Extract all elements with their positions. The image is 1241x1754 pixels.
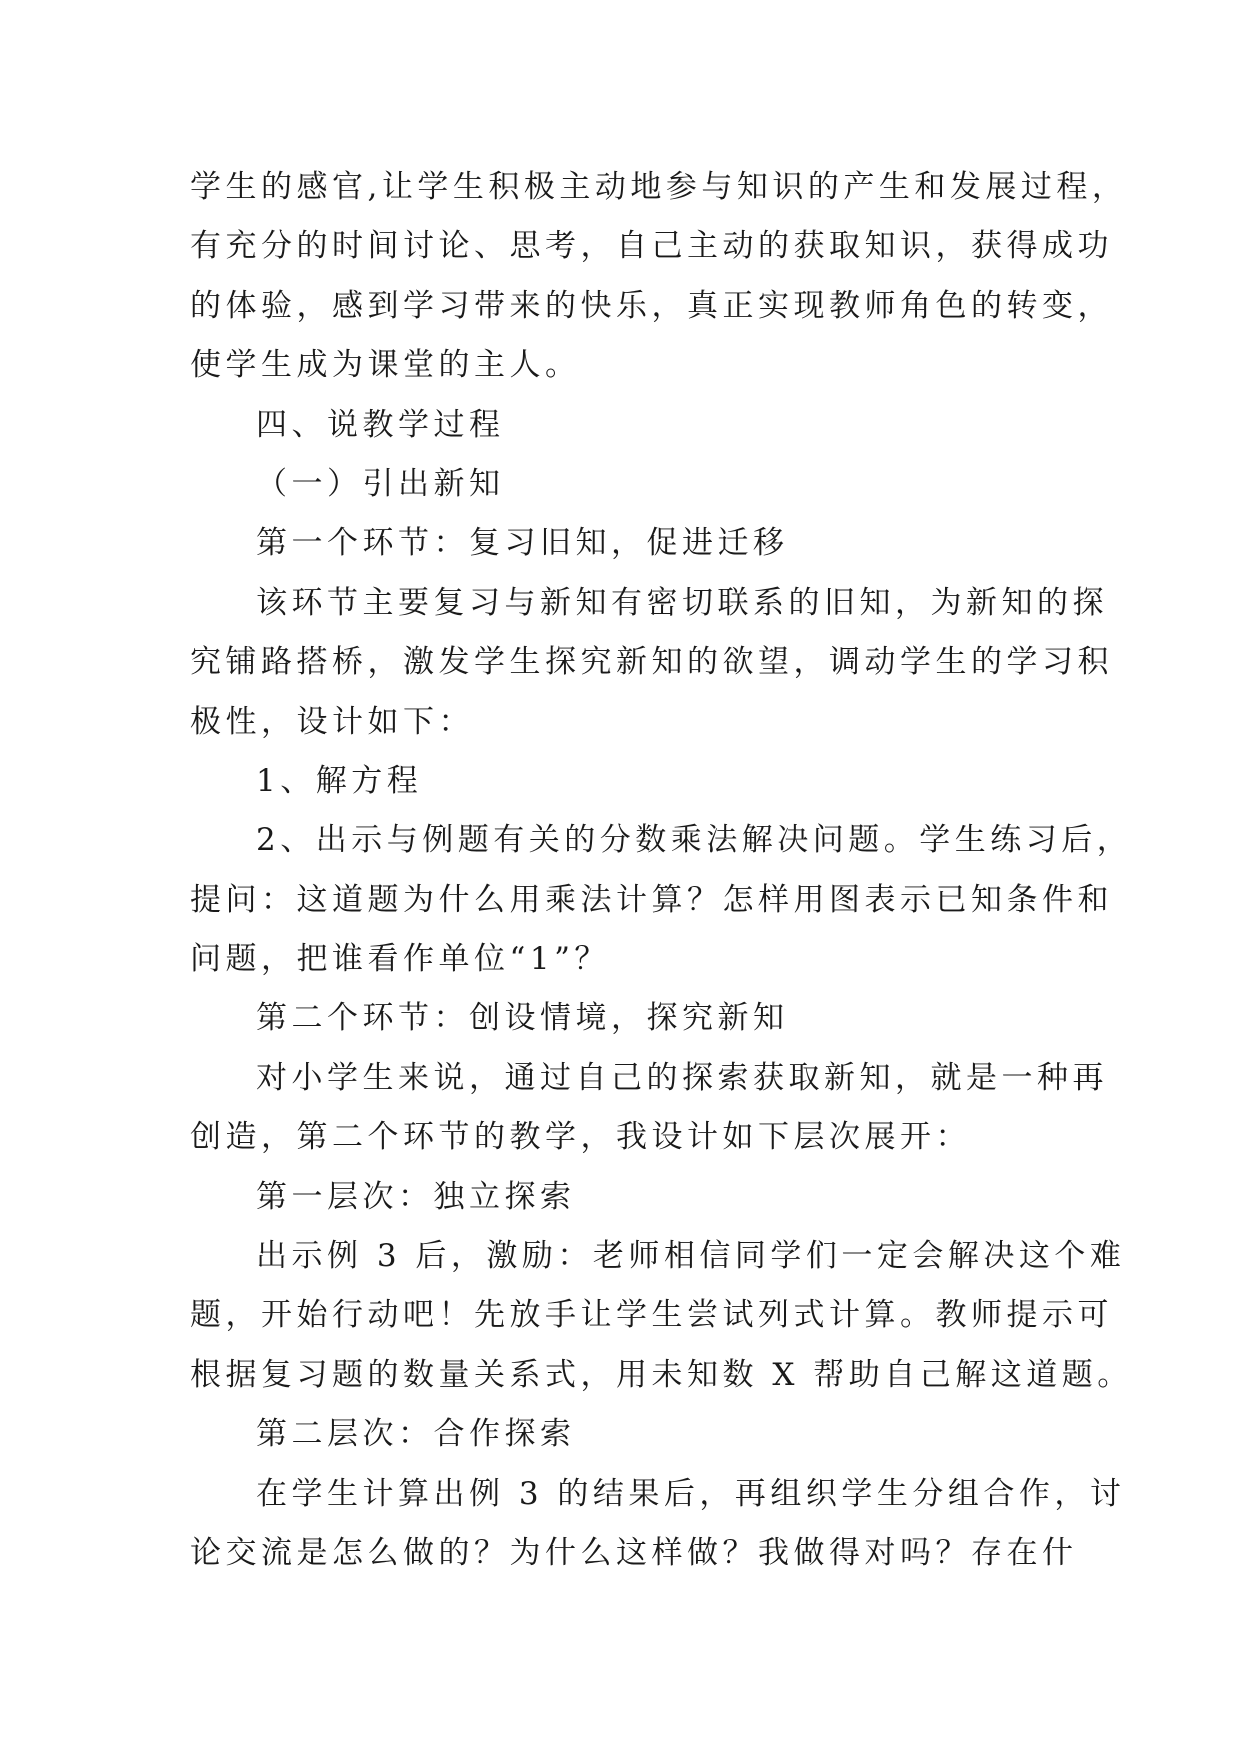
text-line: 题，开始行动吧！先放手让学生尝试列式计算。教师提示可 [190, 1297, 1113, 1334]
text-line: 学生的感官,让学生积极主动地参与知识的产生和发展过程， [190, 169, 1128, 205]
text-line: 提问：这道题为什么用乘法计算？怎样用图表示已知条件和 [190, 881, 1113, 918]
list-item: 2、出示与例题有关的分数乘法解决问题。学生练习后， [256, 822, 1133, 859]
text-line: 在学生计算出例 3 的结果后，再组织学生分组合作，讨 [256, 1475, 1126, 1512]
text-line: 的体验，感到学习带来的快乐，真正实现教师角色的转变， [190, 287, 1113, 324]
document-body [190, 158, 1133, 1583]
text-line: 出示例 3 后，激励：老师相信同学们一定会解决这个难 [256, 1238, 1126, 1275]
text-line: 极性，设计如下： [190, 703, 474, 740]
level-heading: 第一层次：独立探索 [256, 1178, 576, 1215]
step-heading: 第一个环节：复习旧知，促进迁移 [256, 525, 789, 562]
section-heading: 四、说教学过程 [256, 406, 505, 443]
text-line: 创造，第二个环节的教学，我设计如下层次展开： [190, 1119, 971, 1156]
text-line: 该环节主要复习与新知有密切联系的旧知，为新知的探 [256, 584, 1108, 621]
text-line: 论交流是怎么做的？为什么这样做？我做得对吗？存在什 [190, 1534, 1078, 1571]
text-line: 根据复习题的数量关系式，用未知数 X 帮助自己解这道题。 [190, 1356, 1133, 1393]
text-line: 对小学生来说，通过自己的探索获取新知，就是一种再 [256, 1059, 1108, 1096]
text-line: 使学生成为课堂的主人。 [190, 347, 581, 384]
text-line: 问题，把谁看作单位“1”？ [190, 941, 610, 978]
text-line: 究铺路搭桥，激发学生探究新知的欲望，调动学生的学习积 [190, 644, 1113, 681]
text-line: 有充分的时间讨论、思考，自己主动的获取知识，获得成功 [190, 228, 1113, 265]
subsection-heading: （一）引出新知 [256, 465, 505, 502]
level-heading: 第二层次：合作探索 [256, 1416, 576, 1453]
step-heading: 第二个环节：创设情境，探究新知 [256, 1000, 789, 1037]
list-item: 1、解方程 [256, 762, 423, 799]
